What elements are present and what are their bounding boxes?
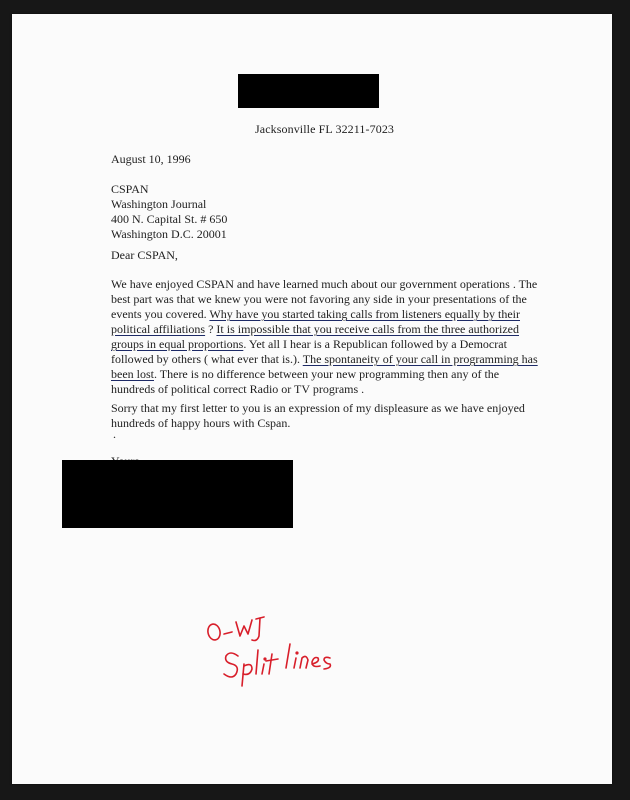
body-text: ? — [205, 322, 217, 336]
body-line — [111, 307, 538, 322]
stray-period: . — [113, 427, 116, 441]
handwritten-note — [202, 614, 362, 694]
body-line — [111, 337, 538, 352]
note-word-lines — [286, 644, 290, 668]
underlined-text: The spontaneity of your call in programming has — [302, 352, 538, 366]
note-dash — [224, 632, 232, 634]
underlined-text: political affiliations — [111, 322, 206, 336]
underlined-text: Why have you started taking calls from listeners equally by their — [209, 307, 520, 321]
body-paragraph-1 — [111, 277, 538, 397]
underlined-text: groups in equal proportions — [111, 337, 244, 351]
body-text: We have enjoyed CSPAN and have learned much about our government operations . The — [111, 277, 538, 291]
note-letter-o — [206, 623, 221, 641]
body-text: followed by others ( what ever that is.). — [111, 352, 303, 366]
body-line — [111, 322, 538, 337]
recipient-line: 400 N. Capital St. # 650 — [111, 212, 228, 226]
body-line — [111, 292, 538, 307]
body-line: hundreds of happy hours with Cspan. — [111, 416, 291, 430]
body-line — [111, 277, 538, 292]
body-text: events you covered. — [111, 307, 210, 321]
body-text: . Yet all I hear is a Republican followed by a Democrat — [243, 337, 507, 351]
underlined-text: been lost — [111, 367, 154, 381]
body-line — [111, 367, 538, 382]
letter-date: August 10, 1996 — [111, 152, 191, 166]
body-paragraph-2 — [111, 401, 525, 431]
redacted-signature — [62, 460, 293, 528]
sender-address: Jacksonville FL 32211-7023 — [255, 122, 395, 136]
note-letter-w — [236, 620, 252, 636]
body-text: best part was that we knew you were not favoring any side in your presentations of the — [111, 292, 527, 306]
body-text: . There is no difference between your new programming then any of the — [154, 367, 500, 381]
body-line — [111, 352, 538, 367]
note-letter-j — [252, 618, 260, 641]
recipient-line: Washington Journal — [111, 197, 207, 211]
letter-page — [12, 14, 612, 784]
recipient-block — [111, 182, 227, 242]
salutation: Dear CSPAN, — [111, 248, 178, 262]
recipient-line: Washington D.C. 20001 — [111, 227, 227, 241]
note-word-split — [224, 653, 238, 677]
body-line — [111, 382, 538, 397]
recipient-line: CSPAN — [111, 182, 149, 196]
underlined-text: It is impossible that you receive calls from the three authorized — [216, 322, 519, 336]
body-line: Sorry that my first letter to you is an expression of my displeasure as we have enjoyed — [111, 401, 525, 415]
redacted-sender-name — [238, 74, 379, 108]
body-text: hundreds of political correct Radio or TV programs . — [111, 382, 365, 396]
